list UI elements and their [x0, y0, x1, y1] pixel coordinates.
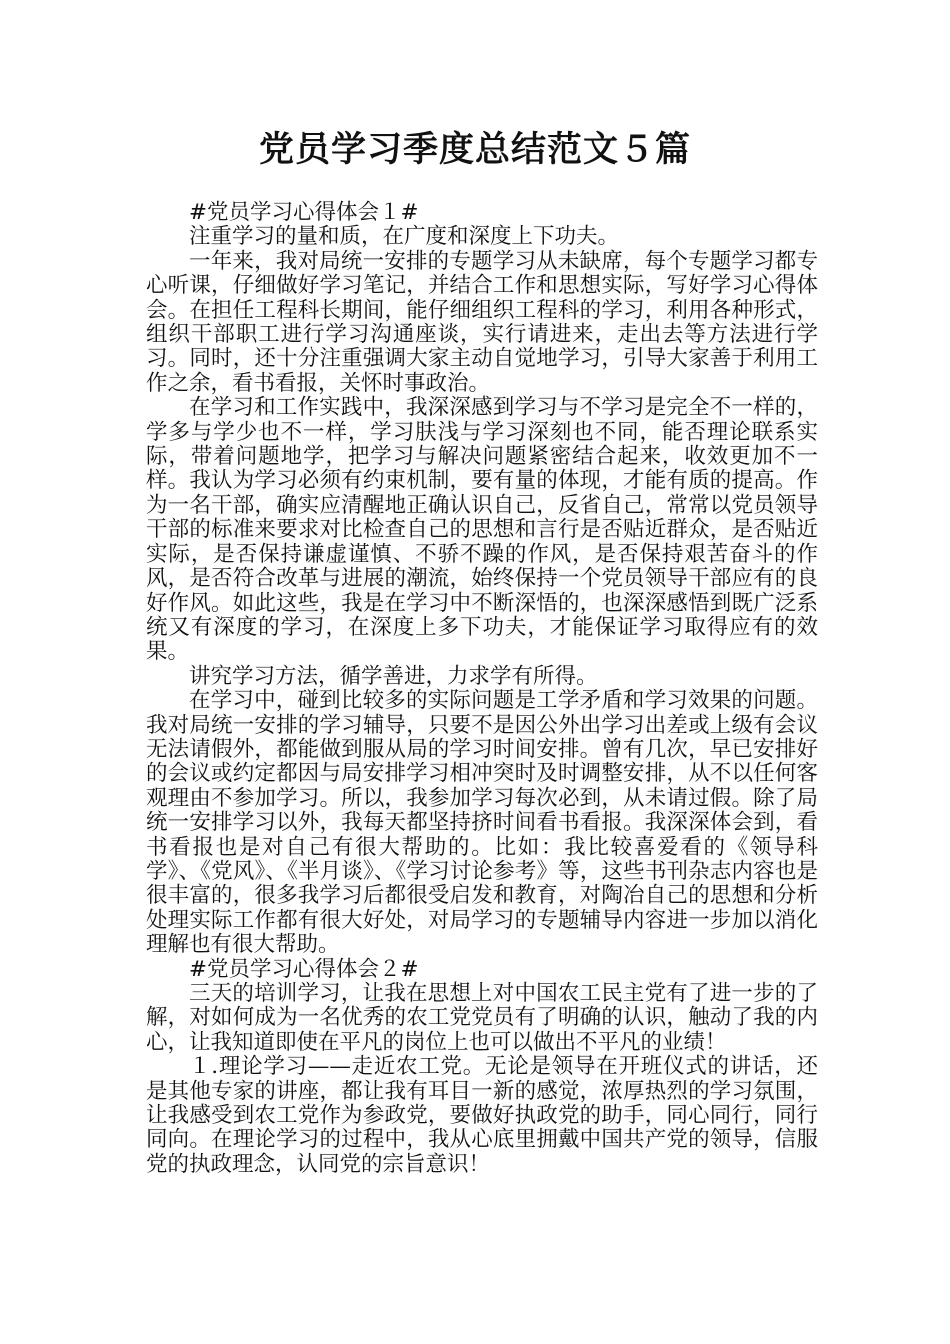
section-heading-1: #党员学习心得体会１#	[189, 200, 419, 225]
paragraph: 三天的培训学习，让我在思想上对中国农工民主党有了进一步的了解，对如何成为一名优秀的农工党党员有了明确的认识，触动了我的内心，让我知道即使在平凡的岗位上也可以做出不平凡的业绩！	[146, 981, 818, 1055]
document-body	[146, 201, 818, 1177]
paragraph: １.理论学习——走近农工党。无论是领导在开班仪式的讲话，还是其他专家的讲座，都让我有耳目一新的感觉，浓厚热烈的学习氛围，让我感受到农工党作为参政党，要做好执政党的助手，同心同行，同行同向。在理论学习的过程中，我从心底里拥戴中国共产党的领导，信服党的执政理念，认同党的宗旨意识！	[146, 1054, 818, 1177]
paragraph: 讲究学习方法，循学善进，力求学有所得。	[189, 663, 598, 689]
paragraph: 一年来，我对局统一安排的专题学习从未缺席，每个专题学习都专心听课，仔细做好学习笔记，并结合工作和思想实际，写好学习心得体会。在担任工程科长期间，能仔细组织工程科的学习，利用各种形式，组织干部职工进行学习沟通座谈，实行请进来，走出去等方法进行学习。同时，还十分注重强调大家主动自觉地学习，引导大家善于利用工作之余，看书看报，关怀时事政治。	[146, 248, 818, 396]
paragraph: 注重学习的量和质，在广度和深度上下功夫。	[189, 224, 620, 250]
paragraph: 在学习和工作实践中，我深深感到学习与不学习是完全不一样的，学多与学少也不一样，学习肤浅与学习深刻也不同，能否理论联系实际，带着问题地学，把学习与解决问题紧密结合起来，收效更加不一样。我认为学习必须有约束机制，要有量的体现，才能有质的提高。作为一名干部，确实应清醒地正确认识自己，反省自己，常常以党员领导干部的标准来要求对比检查自己的思想和言行是否贴近群众，是否贴近实际，是否保持谦虚谨慎、不骄不躁的作风，是否保持艰苦奋斗的作风，是否符合改革与进展的潮流，始终保持一个党员领导干部应有的良好作风。如此这些，我是在学习中不断深悟的，也深深感悟到既广泛系统又有深度的学习，在深度上多下功夫，才能保证学习取得应有的效果。	[146, 395, 818, 665]
section-heading-2: #党员学习心得体会２#	[189, 956, 419, 982]
paragraph: 在学习中，碰到比较多的实际问题是工学矛盾和学习效果的问题。我对局统一安排的学习辅导，只要不是因公外出学习出差或上级有会议无法请假外，都能做到服从局的学习时间安排。曾有几次，早已安排好的会议或约定都因与局安排学习相冲突时及时调整安排，从不以任何客观理由不参加学习。所以，我参加学习每次必到，从未请过假。除了局统一安排学习以外，我每天都坚持挤时间看书看报。我深深体会到，看书看报也是对自己有很大帮助的。比如：我比较喜爱看的《领导科学》、《党风》、《半月谈》、《学习讨论参考》等，这些书刊杂志内容也是很丰富的，很多我学习后都很受启发和教育，对陶冶自己的思想和分析处理实际工作都有很大好处，对局学习的专题辅导内容进一步加以消化理解也有很大帮助。	[146, 688, 818, 958]
document-title: 党员学习季度总结范文５篇	[258, 130, 691, 170]
